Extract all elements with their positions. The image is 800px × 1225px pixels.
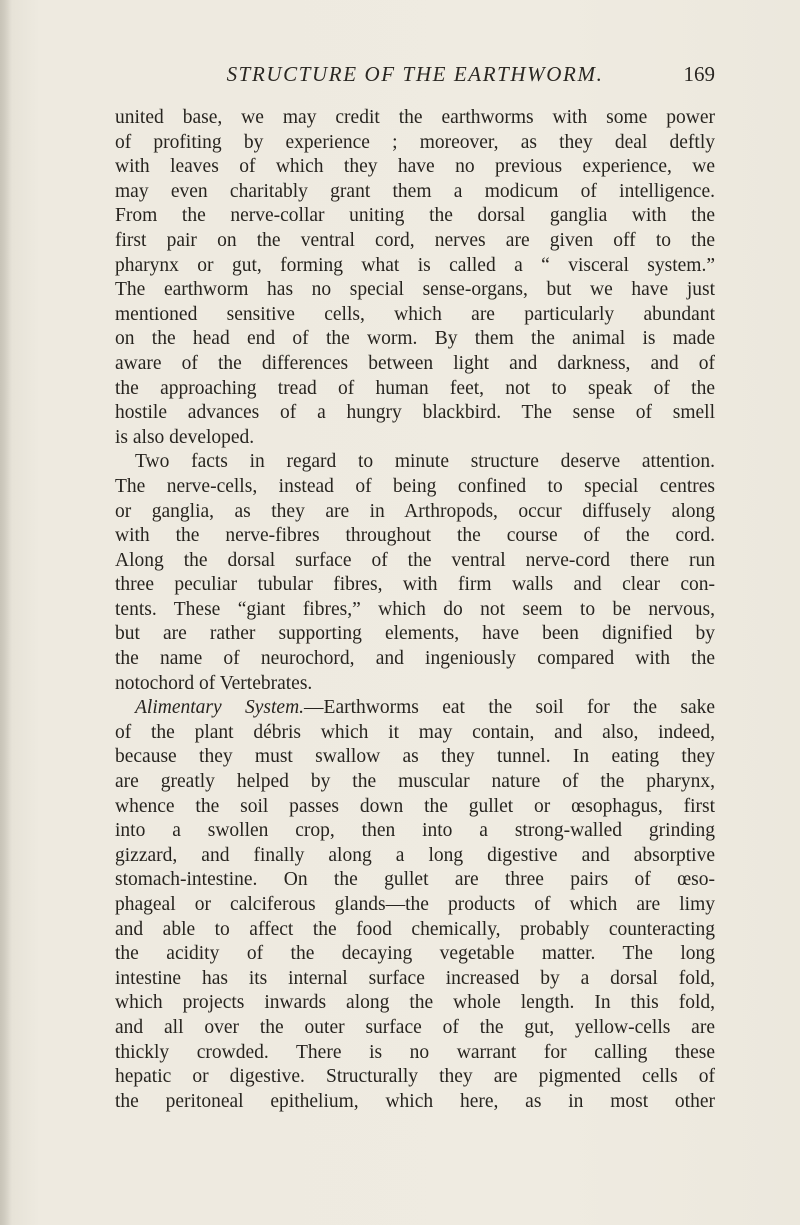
text-line: hepatic or digestive. Structurally they are pigmented cells of xyxy=(115,1066,715,1088)
text-line: tents. These “giant fibres,” which do not seem to be nervous, xyxy=(115,598,715,620)
text-line: the acidity of the decaying vegetable matter. The long xyxy=(115,943,715,965)
text-line: are greatly helped by the muscular nature of the pharynx, xyxy=(115,771,715,793)
text-line: with the nerve-fibres throughout the course of the cord. xyxy=(115,525,715,547)
text-line: united base, we may credit the earthworms with some power xyxy=(115,107,715,128)
text-line: of the plant débris which it may contain, and also, indeed, xyxy=(115,721,715,743)
text-line: may even charitably grant them a modicum of intelligence. xyxy=(115,180,715,202)
text-line: mentioned sensitive cells, which are particularly abundant xyxy=(115,303,715,325)
text-line: on the head end of the worm. By them the animal is made xyxy=(115,328,715,350)
text-line: three peculiar tubular fibres, with firm walls and clear con- xyxy=(115,574,715,596)
text-line: pharynx or gut, forming what is called a “ visceral system.” xyxy=(115,254,715,276)
text-line: which projects inwards along the whole length. In this fold, xyxy=(115,992,715,1014)
text-line: or ganglia, as they are in Arthropods, occur diffusely along xyxy=(115,500,715,522)
text-line: phageal or calciferous glands—the products of which are limy xyxy=(115,894,715,915)
running-title: STRUCTURE OF THE EARTHWORM. xyxy=(226,62,604,86)
text-line: stomach-intestine. On the gullet are three pairs of œso- xyxy=(115,869,715,891)
text-line: and able to affect the food chemically, probably counteracting xyxy=(115,918,715,940)
text-line: The nerve-cells, instead of being confined to special centres xyxy=(115,475,715,497)
body-text xyxy=(115,106,715,1114)
text-line-rest: —Earthworms eat the soil for the sake xyxy=(304,697,716,719)
text-line: The earthworm has no special sense-organs, but we have just xyxy=(115,279,715,301)
page-number: 169 xyxy=(683,62,715,86)
text-line: From the nerve-collar uniting the dorsal ganglia with the xyxy=(115,205,715,227)
text-line: the name of neurochord, and ingeniously compared with the xyxy=(115,648,715,670)
text-line: and all over the outer surface of the gut, yellow-cells are xyxy=(115,1016,715,1038)
running-head xyxy=(115,62,715,90)
section-lead-heading: Alimentary System. xyxy=(135,697,305,719)
text-line: but are rather supporting elements, have been dignified by xyxy=(115,623,715,645)
text-line: the peritoneal epithelium, which here, as in most other xyxy=(115,1090,715,1112)
text-line: intestine has its internal surface increased by a dorsal fold, xyxy=(115,967,715,989)
text-line: the approaching tread of human feet, not to speak of the xyxy=(115,377,715,399)
text-line: of profiting by experience ; moreover, as they deal deftly xyxy=(115,131,715,153)
text-line: thickly crowded. There is no warrant for calling these xyxy=(115,1041,715,1063)
text-line: hostile advances of a hungry blackbird. The sense of smell xyxy=(115,402,715,424)
text-line: whence the soil passes down the gullet or œsophagus, first xyxy=(115,795,715,817)
text-line: Two facts in regard to minute structure deserve attention. xyxy=(135,451,715,473)
text-line: Along the dorsal surface of the ventral nerve-cord there run xyxy=(115,549,715,571)
text-line: first pair on the ventral cord, nerves are given off to the xyxy=(115,229,715,251)
page-gutter-shadow xyxy=(0,0,12,1225)
text-line: notochord of Vertebrates. xyxy=(115,672,313,694)
text-line-with-lead xyxy=(115,696,715,721)
text-line: into a swollen crop, then into a strong-walled grinding xyxy=(115,820,715,842)
text-line: gizzard, and finally along a long digestive and absorptive xyxy=(115,844,715,866)
text-line: aware of the differences between light and darkness, and of xyxy=(115,352,715,374)
text-line: because they must swallow as they tunnel. In eating they xyxy=(115,746,715,768)
text-line: is also developed. xyxy=(115,426,255,448)
text-line: with leaves of which they have no previous experience, we xyxy=(115,156,715,178)
